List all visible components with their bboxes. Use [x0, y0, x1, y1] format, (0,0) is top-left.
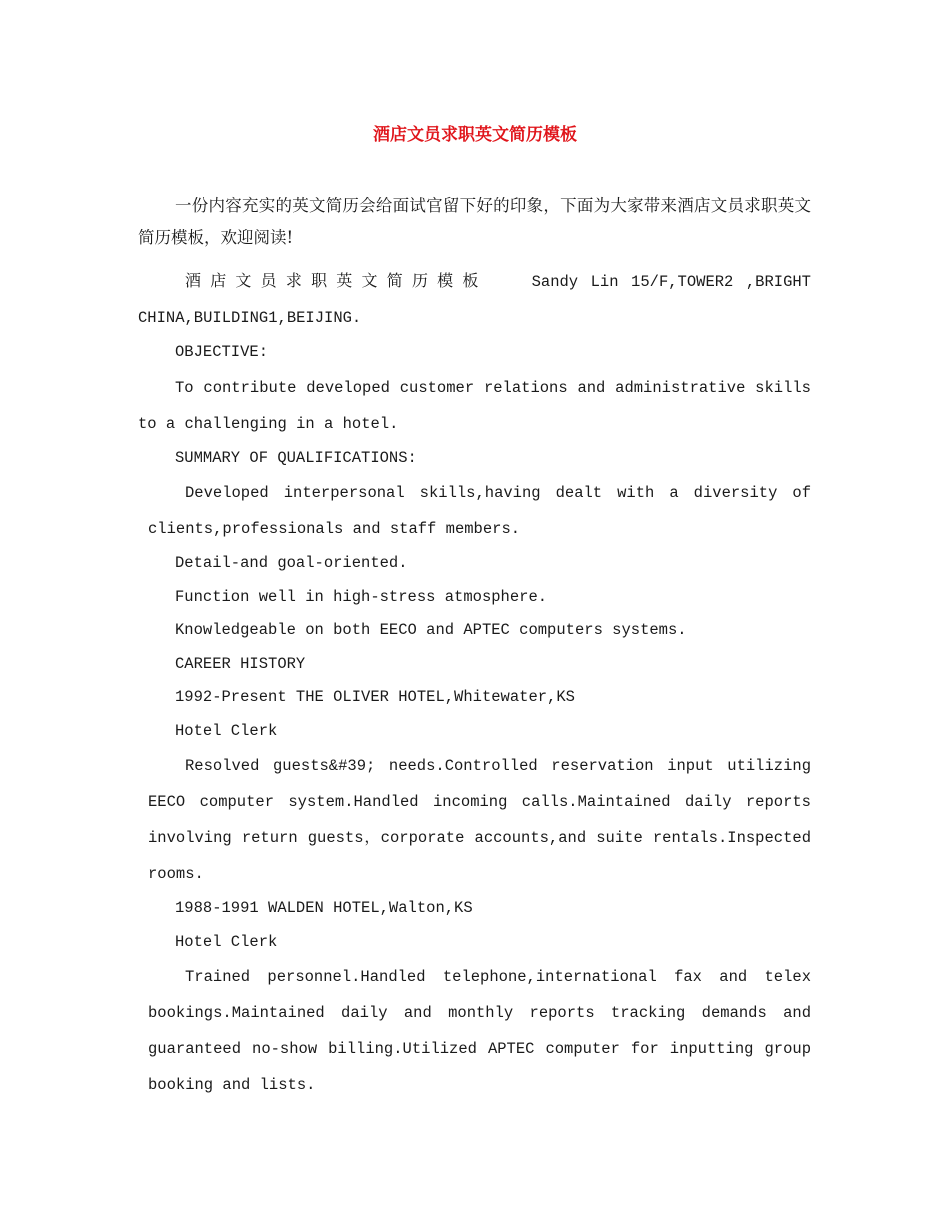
resume-header-cn: 酒店文员求职英文简历模板: [185, 271, 488, 290]
job-description: Resolved guests&#39; needs.Controlled reservation input utilizing EECO computer system.Handled incoming calls.Maintained daily reports involving return guests，corporate accounts,and suite rentals.Inspected rooms.: [148, 757, 811, 883]
summary-item: Knowledgeable on both EECO and APTEC computers systems.: [175, 621, 687, 639]
summary-item: Function well in high-stress atmosphere.: [175, 587, 548, 606]
document-body: [138, 190, 811, 1103]
document-title: 酒店文员求职英文简历模板: [373, 125, 577, 145]
summary-heading: SUMMARY OF QUALIFICATIONS:: [175, 448, 417, 467]
summary-item: Developed interpersonal skills,having dealt with a diversity of clients,professionals and staff members.: [148, 484, 811, 538]
job-role: Hotel Clerk: [175, 932, 278, 951]
resume-header-paragraph: [138, 263, 811, 336]
job-period: 1988-1991 WALDEN HOTEL,Walton,KS: [175, 899, 473, 917]
summary-item: Detail-and goal-oriented.: [175, 554, 408, 572]
job-role: Hotel Clerk: [175, 721, 278, 740]
objective-heading: OBJECTIVE:: [175, 343, 269, 361]
resume-header-en: Sandy Lin 15/F,TOWER2 ,BRIGHT CHINA,BUILDING1,BEIJING.: [138, 273, 811, 327]
career-heading: CAREER HISTORY: [175, 654, 306, 673]
job-description: Trained personnel.Handled telephone,international fax and telex bookings.Maintained daily and monthly reports tracking demands and guaranteed no-show billing.Utilized APTEC computer for inputting group booking and lists.: [148, 968, 811, 1094]
objective-text: To contribute developed customer relations and administrative skills to a challenging in a hotel.: [138, 378, 811, 433]
job-period: 1992-Present THE OLIVER HOTEL,Whitewater,KS: [175, 688, 575, 706]
intro-paragraph: 一份内容充实的英文简历会给面试官留下好的印象，下面为大家带来酒店文员求职英文简历模板，欢迎阅读!: [138, 196, 811, 247]
